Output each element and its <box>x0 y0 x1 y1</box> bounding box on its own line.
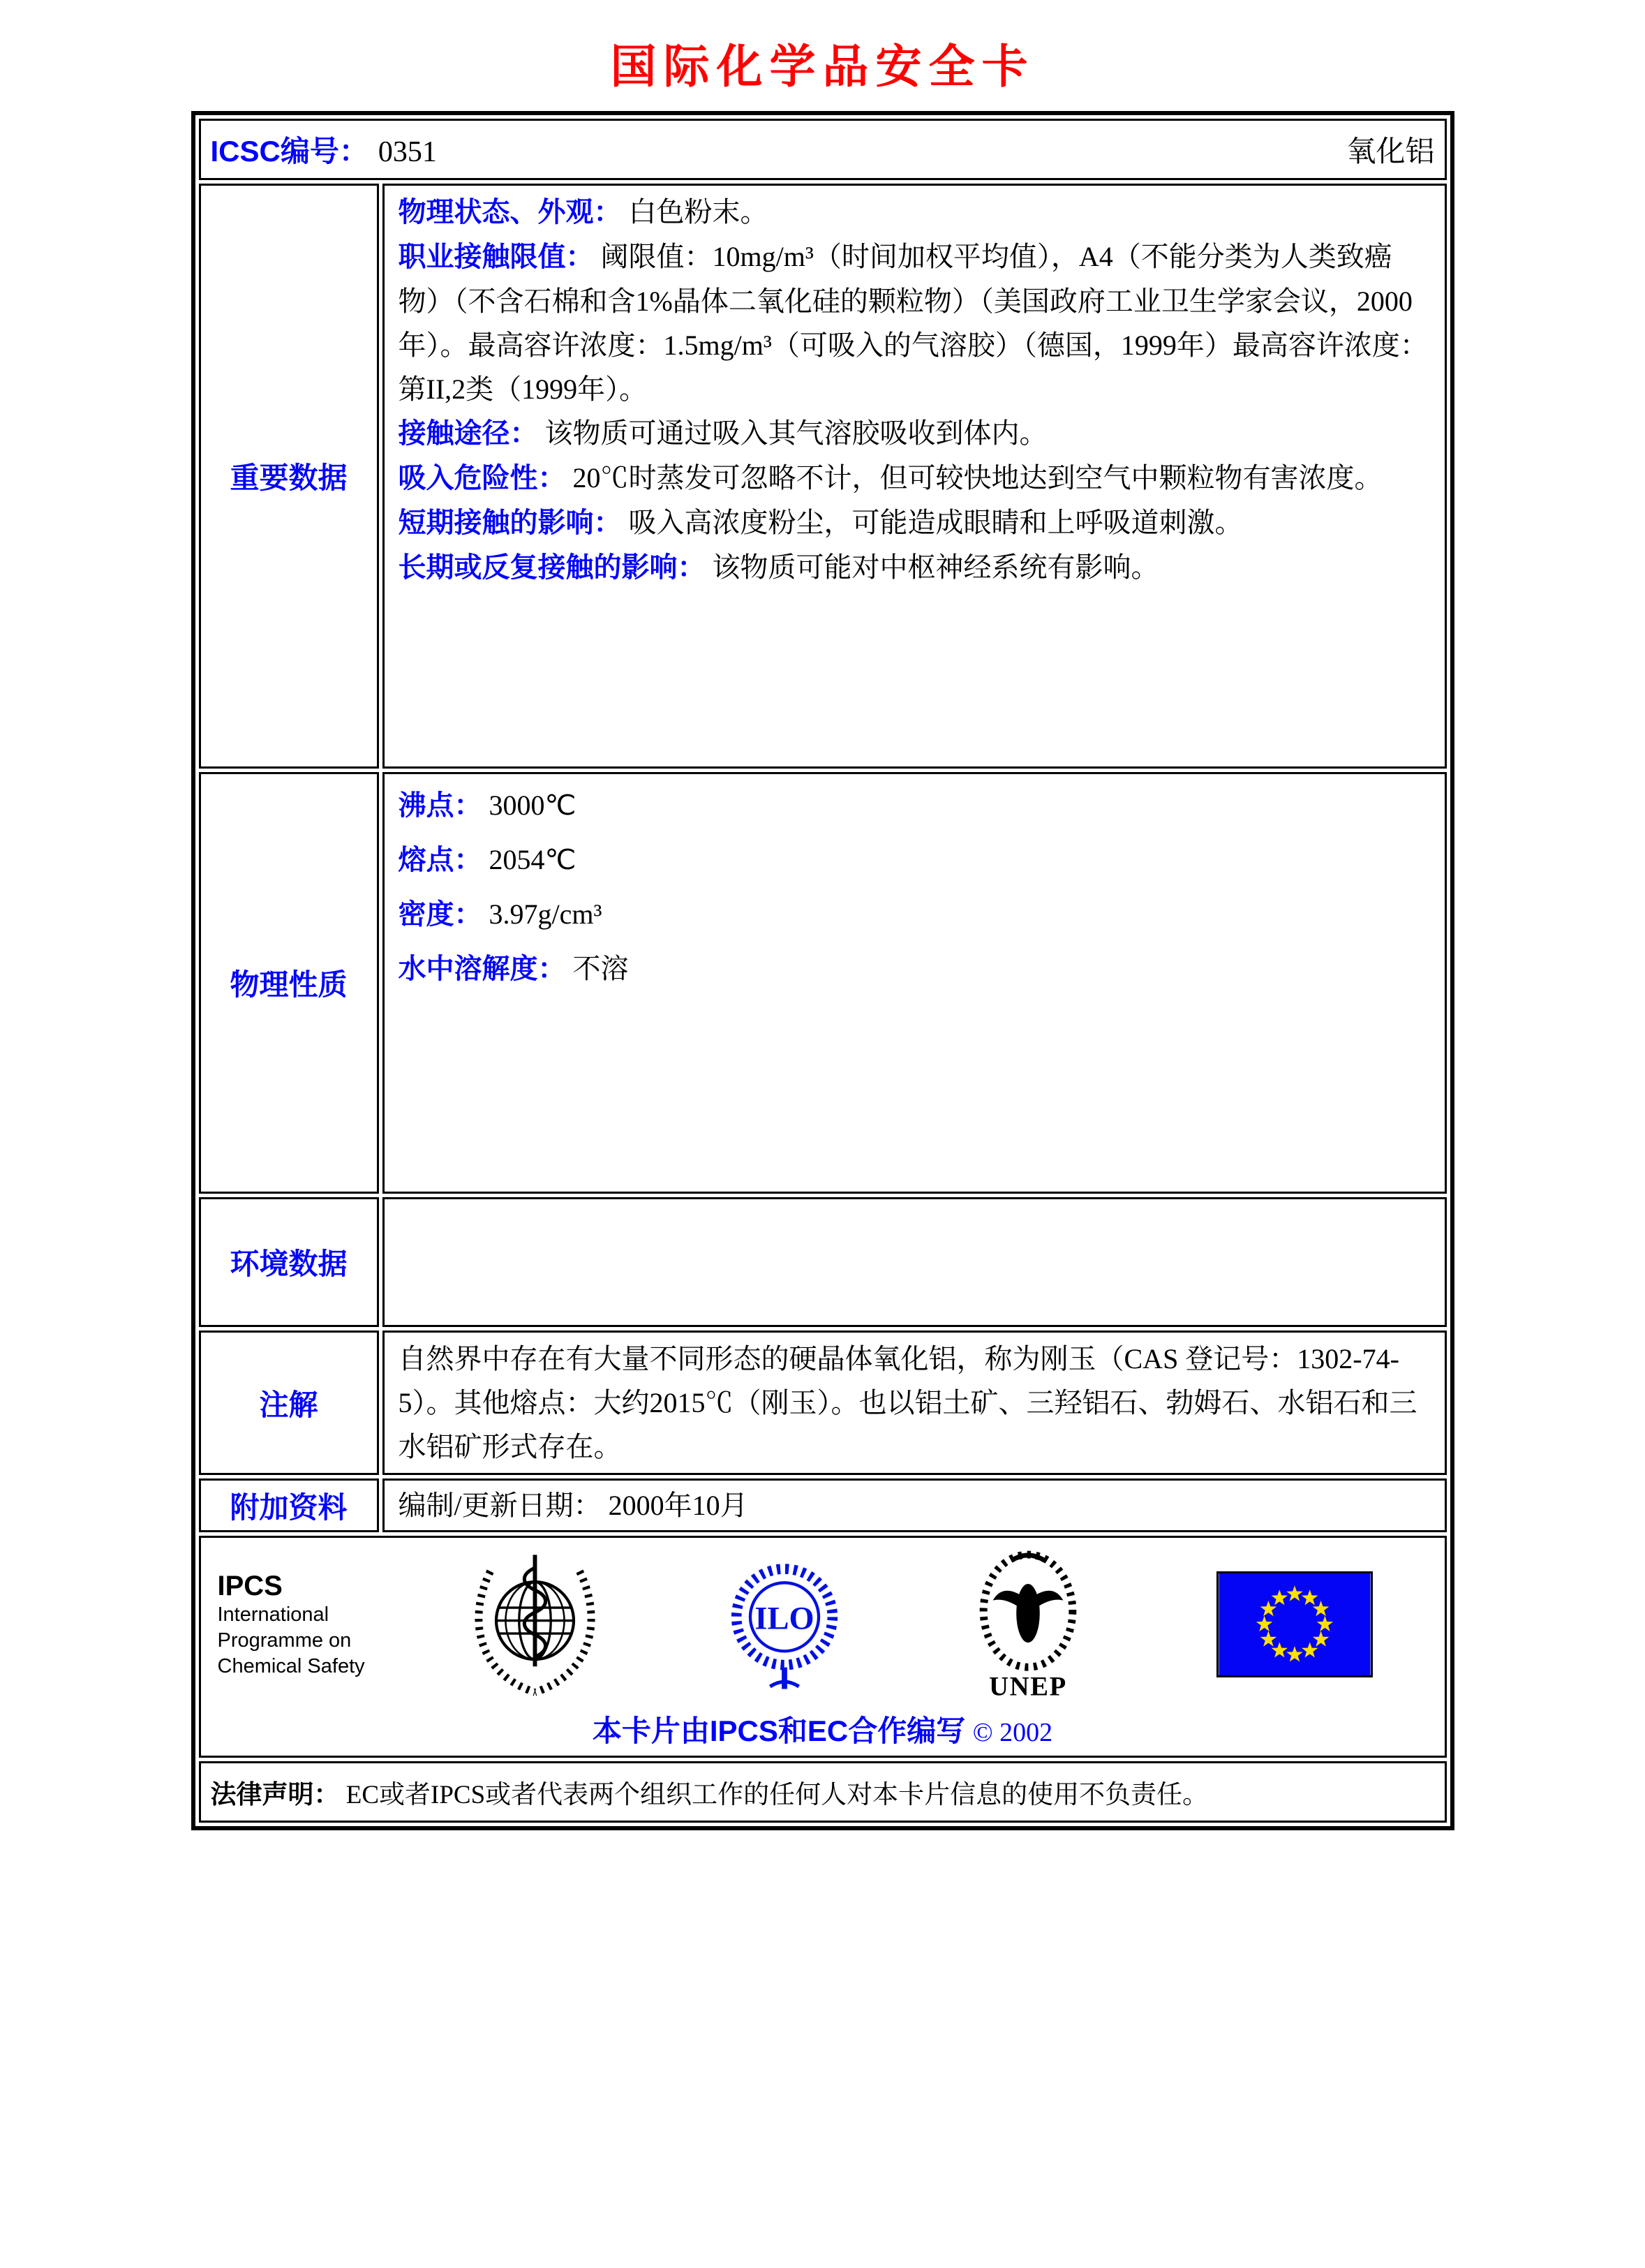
additional-info-content <box>382 1478 1447 1532</box>
environmental-data-content <box>382 1197 1447 1327</box>
logos-cell <box>199 1536 1447 1758</box>
physical-properties-label: 物理性质 <box>199 772 379 1194</box>
logo-flex <box>406 1548 1438 1701</box>
ilo-logo-text: ILO <box>754 1601 814 1637</box>
exposure-route-key: 接触途径： <box>398 418 538 449</box>
logos-strip <box>208 1548 1438 1701</box>
melting-point-value: 2054℃ <box>489 844 576 875</box>
ipcs-acronym: IPCS <box>217 1570 283 1601</box>
water-solubility-value: 不溶 <box>572 953 629 984</box>
short-term-effects-item <box>399 501 1431 545</box>
melting-point-key: 熔点： <box>398 845 482 875</box>
header-cell <box>199 119 1447 180</box>
physical-state-value: 白色粉末。 <box>628 196 768 228</box>
environmental-data-row <box>199 1197 1447 1327</box>
page <box>0 29 1645 2268</box>
important-data-content <box>382 184 1447 769</box>
eu-flag <box>1216 1571 1373 1677</box>
unep-logo-text: UNEP <box>988 1672 1067 1701</box>
melting-point-item <box>399 833 1431 887</box>
legal-statement-key: 法律声明： <box>210 1780 340 1809</box>
short-term-effects-value: 吸入高浓度粉尘，可能造成眼睛和上呼吸道刺激。 <box>628 507 1243 538</box>
icsc-number-value: 0351 <box>378 136 437 168</box>
short-term-effects-key: 短期接触的影响： <box>398 507 622 538</box>
physical-state-key: 物理状态、外观： <box>398 197 622 228</box>
inhalation-risk-key: 吸入危险性： <box>398 463 566 494</box>
copyright-text: © 2002 <box>972 1718 1053 1747</box>
density-item <box>399 887 1431 942</box>
inhalation-risk-value: 20℃时蒸发可忽略不计，但可较快地达到空气中颗粒物有害浓度。 <box>572 462 1383 494</box>
occupational-limit-item <box>399 235 1431 411</box>
important-data-label: 重要数据 <box>199 184 379 769</box>
exposure-route-item <box>399 411 1431 456</box>
long-term-effects-value: 该物质可能对中枢神经系统有影响。 <box>712 551 1159 583</box>
legal-statement <box>211 1773 1209 1811</box>
important-data-row <box>199 184 1447 769</box>
icsc-card-table <box>191 111 1454 1830</box>
legal-cell <box>199 1761 1447 1823</box>
logos-row <box>199 1536 1447 1758</box>
occupational-limit-key: 职业接触限值： <box>398 242 594 272</box>
physical-properties-row <box>199 772 1447 1194</box>
who-logo <box>470 1550 600 1700</box>
notes-text: 自然界中存在有大量不同形态的硬晶体氧化铝，称为刚玉（CAS 登记号：1302-74-5）。其他熔点：大约2015℃（刚玉）。也以铝土矿、三羟铝石、勃姆石、水铝石和三水铝矿形式存在。 <box>398 1343 1417 1462</box>
exposure-route-value: 该物质可通过吸入其气溶胶吸收到体内。 <box>544 417 1048 449</box>
ipcs-text-block <box>208 1570 406 1680</box>
inhalation-risk-item <box>399 456 1431 501</box>
update-date-value: 2000年10月 <box>608 1490 748 1521</box>
icsc-number-label: ICSC编号： <box>210 135 369 168</box>
long-term-effects-key: 长期或反复接触的影响： <box>398 552 706 583</box>
ipcs-line-1: International <box>217 1603 329 1626</box>
legal-statement-value: EC或者IPCS或者代表两个组织工作的任何人对本卡片信息的使用不负责任。 <box>345 1781 1209 1809</box>
unep-logo <box>969 1548 1087 1701</box>
physical-properties-content <box>382 772 1447 1194</box>
long-term-effects-item <box>399 545 1431 590</box>
notes-row <box>199 1331 1447 1475</box>
header-row <box>199 119 1447 180</box>
physical-state-item <box>399 190 1431 235</box>
notes-label: 注解 <box>199 1331 379 1475</box>
update-date-key: 编制/更新日期： <box>398 1490 602 1521</box>
occupational-limit-value: 阈限值：10mg/m³（时间加权平均值），A4（不能分类为人类致癌物）（不含石棉和含1%晶体二氧化硅的颗粒物）（美国政府工业卫生学家会议，2000年）。最高容许浓度：1.5mg/m³（可吸入的气溶胶）（德国，1999年）最高容许浓度：第II,2类（1999年）。 <box>398 241 1428 405</box>
ipcs-line-3: Chemical Safety <box>217 1654 365 1677</box>
icsc-number-group <box>211 128 437 170</box>
boiling-point-value: 3000℃ <box>489 790 576 821</box>
water-solubility-key: 水中溶解度： <box>398 954 566 984</box>
boiling-point-item <box>399 778 1431 833</box>
environmental-data-label: 环境数据 <box>199 1197 379 1327</box>
additional-info-row <box>199 1478 1447 1532</box>
chemical-name: 氧化铝 <box>1346 136 1435 168</box>
notes-content <box>382 1331 1447 1475</box>
density-key: 密度： <box>398 899 482 930</box>
density-value: 3.97g/cm³ <box>489 898 602 930</box>
ilo-logo <box>729 1550 840 1700</box>
cooperation-caption <box>208 1708 1438 1750</box>
update-date-item <box>399 1483 1431 1527</box>
legal-row <box>199 1761 1447 1823</box>
page-title: 国际化学品安全卡 <box>610 39 1035 94</box>
ipcs-line-2: Programme on <box>217 1629 352 1652</box>
cooperation-caption-text: 本卡片由IPCS和EC合作编写 <box>592 1714 966 1747</box>
water-solubility-item <box>399 942 1431 996</box>
additional-info-label: 附加资料 <box>199 1478 379 1532</box>
boiling-point-key: 沸点： <box>398 790 482 821</box>
